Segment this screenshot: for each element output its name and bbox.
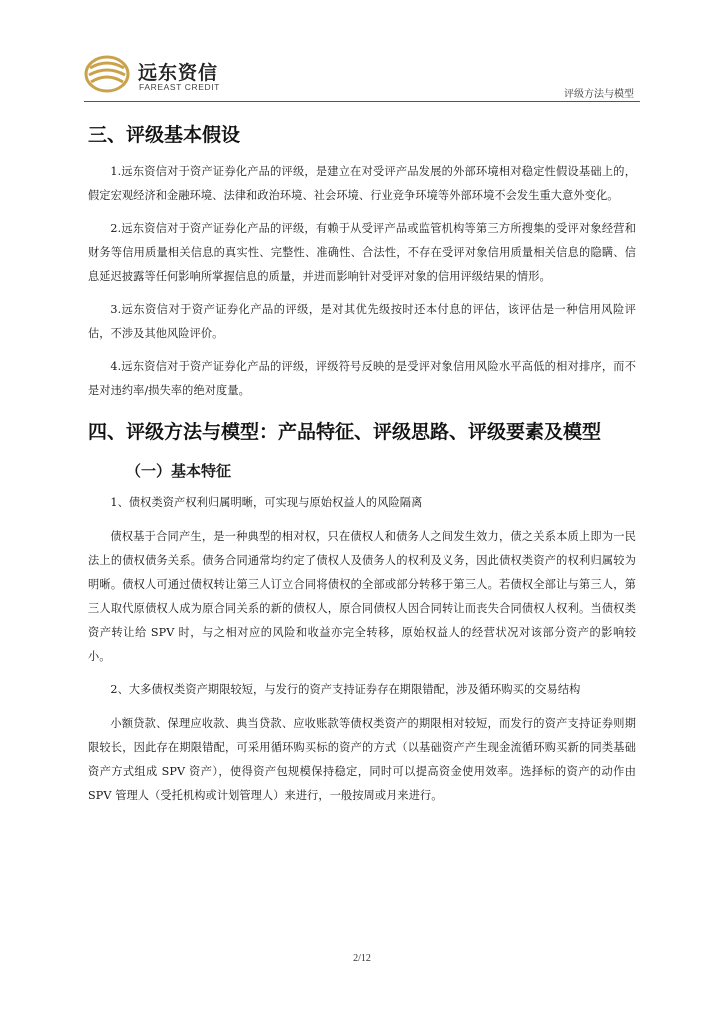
feature-1-body: 债权基于合同产生，是一种典型的相对权，只在债权人和债务人之间发生效力，债之关系本质上即为一民法上的债权债务关系。债务合同通常均约定了债权人及债务人的权利及义务，因此债权类资产的权利归属较为明晰。债权人可通过债权转让第三人订立合同将债权的全部或部分转移于第三人。若债权全部让与第三人，第三人取代原债权人成为原合同关系的新的债权人，原合同债权人因合同转让而丧失合同债权人权利。当债权类资产转让给 SPV 时，与之相对应的风险和收益亦完全转移，原始权益人的经营状况对该部分资产的影响较小。 xyxy=(88,530,636,663)
subsection-title: （一）基本特征 xyxy=(126,462,232,480)
assumption-paragraph-2: 2.远东资信对于资产证券化产品的评级，有赖于从受评产品或监管机构等第三方所搜集的受评对象经营和财务等信用质量相关信息的真实性、完整性、准确性、合法性，不存在受评对象信用质量相关信息的隐瞒、信息延迟披露等任何影响所掌握信息的质量，并进而影响针对受评对象的信用评级结果的情形。 xyxy=(88,222,636,283)
page-header xyxy=(84,52,640,104)
header-divider xyxy=(84,101,640,102)
page-content xyxy=(88,116,636,817)
fareast-logo-icon xyxy=(84,54,130,94)
logo-english-name: FAREAST CREDIT xyxy=(139,82,220,92)
section-4-title: 四、评级方法与模型：产品特征、评级思路、评级要素及模型 xyxy=(88,421,602,443)
page-number: 2/12 xyxy=(353,953,371,964)
section-3-title: 三、评级基本假设 xyxy=(88,124,241,146)
logo-chinese-name: 远东资信 xyxy=(138,62,219,84)
feature-2-body: 小额贷款、保理应收款、典当贷款、应收账款等债权类资产的期限相对较短，而发行的资产支持证券则期限较长，因此存在期限错配，可采用循环购买标的资产的方式（以基础资产产生现金流循环购买新的同类基础资产方式组成 SPV 资产），使得资产包规模保持稳定，同时可以提高资金使用效率。选择标的资产的动作由 SPV 管理人（受托机构或计划管理人）来进行，一般按周或月来进行。 xyxy=(88,717,636,802)
assumption-paragraph-1: 1.远东资信对于资产证券化产品的评级，是建立在对受评产品发展的外部环境相对稳定性假设基础上的，假定宏观经济和金融环境、法律和政治环境、社会环境、行业竞争环境等外部环境不会发生重大意外变化。 xyxy=(88,165,636,202)
assumption-paragraph-4: 4.远东资信对于资产证券化产品的评级，评级符号反映的是受评对象信用风险水平高低的相对排序，而不是对违约率/损失率的绝对度量。 xyxy=(88,360,636,397)
feature-1-title: 1、债权类资产权利归属明晰，可实现与原始权益人的风险隔离 xyxy=(110,496,423,509)
assumption-paragraph-3: 3.远东资信对于资产证券化产品的评级，是对其优先级按时还本付息的评估，该评估是一种信用风险评估，不涉及其他风险评价。 xyxy=(88,303,636,340)
feature-2-title: 2、大多债权类资产期限较短，与发行的资产支持证券存在期限错配，涉及循环购买的交易结构 xyxy=(110,683,581,696)
document-label: 评级方法与模型 xyxy=(564,89,634,100)
